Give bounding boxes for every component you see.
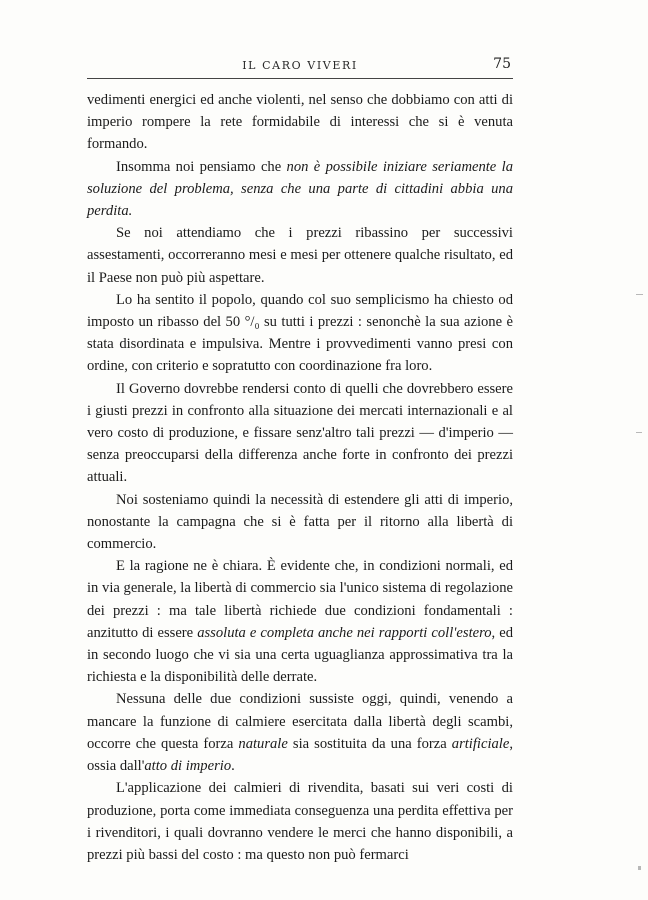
paragraph	[87, 289, 513, 378]
text-run: , ed in secondo luogo che vi sia una certa uguaglianza approssimativa tra la richiesta e la disponibilità delle derrate.	[87, 624, 513, 686]
text-run: vedimenti energici ed anche violenti, nel senso che dobbiamo con atti di imperio rompere la rete formidabile di interessi che si è venuta formando.	[87, 92, 513, 153]
text-run: Se noi attendiamo che i prezzi ribassino per successivi assestamenti, occorreranno mesi e mesi per ottenere qualche risultato, ed il Paese non può più aspettare.	[87, 225, 513, 286]
italic-text: artificiale	[451, 735, 510, 752]
paragraph	[87, 89, 513, 156]
italic-text: naturale	[238, 735, 288, 752]
running-title: IL CARO VIVERI	[242, 59, 358, 72]
paragraph	[87, 489, 513, 556]
text-run: L'applicazione dei calmieri di rivendita, basati sui veri costi di produzione, porta come immediata conseguenza una perdita effettiva per i rivenditori, i quali dovranno vendere le merci che hanno disponibili, a prezzi più bassi del costo : ma questo non può fermarci	[87, 780, 513, 863]
paragraph	[87, 378, 513, 489]
text-run: Lo ha sentito il popolo, quando col suo semplicismo ha chiesto od imposto un ribasso del 50 °/₀ su tutti i prezzi : senonchè la sua azione è stata disordinata e impulsiva. Mentre i provvedimenti vanno presi con ordine, con criterio e sopratutto con coordinazione fra loro.	[87, 291, 513, 375]
paragraph	[87, 156, 513, 223]
text-run: E la ragione ne è chiara. È evidente che, in condizioni normali, ed in via generale, la libertà di commercio sia l'unico sistema di regolazione dei prezzi : ma tale libertà richiede due condizioni fondamentali : anzitutto di essere	[87, 558, 513, 641]
text-run: sia sostituita da una forza	[287, 735, 452, 752]
text-run: Noi sosteniamo quindi la necessità di estendere gli atti di imperio, nonostante la campagna che si è fatta per il ritorno alla libertà di commercio.	[87, 491, 513, 553]
italic-text: assoluta e completa anche nei rapporti coll'estero	[197, 624, 492, 641]
text-run: Il Governo dovrebbe rendersi conto di quelli che dovrebbero essere i giusti prezzi in confronto alla situazione dei mercati internazionali e al vero costo di produzione, e fissare senz'altro tali prezzi — d'imperio — senza preoccuparsi della differenza anche forte in confronto dei prezzi attuali.	[87, 380, 513, 486]
paragraph	[87, 688, 513, 777]
running-head	[87, 56, 513, 76]
paragraph	[87, 555, 513, 688]
italic-text: non è possibile iniziare seriamente la soluzione del problema, senza che una parte di cittadini abbia una perdita.	[87, 158, 513, 220]
header-rule	[87, 78, 513, 79]
paragraph	[87, 777, 513, 866]
scan-mark	[638, 866, 641, 870]
scan-mark	[636, 432, 642, 433]
text-run: .	[231, 758, 235, 775]
paragraph	[87, 222, 513, 289]
body-text	[87, 89, 513, 866]
italic-text: atto di imperio	[144, 758, 232, 775]
text-run: Nessuna delle due condizioni sussiste oggi, quindi, venendo a mancare la funzione di calmiere esercitata dalla libertà degli scambi, occorre che questa forza	[87, 691, 513, 752]
page-number: 75	[493, 56, 511, 72]
scan-mark	[636, 294, 643, 295]
text-run: Insomma noi pensiamo che	[116, 158, 287, 175]
text-run: , ossia dall'	[87, 735, 513, 775]
